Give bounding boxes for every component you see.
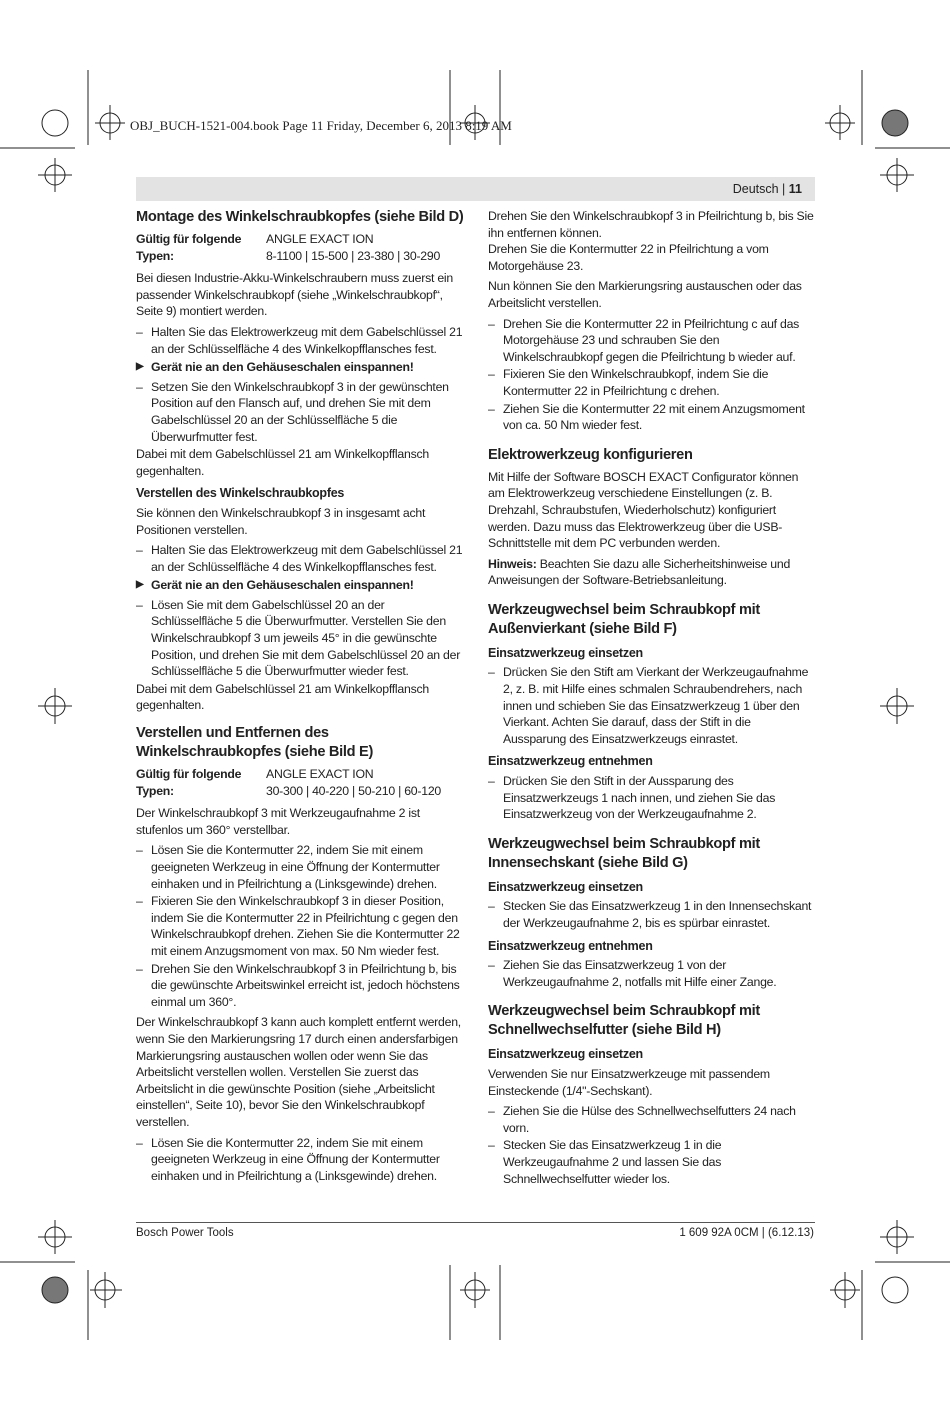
arrow-icon: ▶ xyxy=(136,361,144,373)
list-item-text: Setzen Sie den Winkelschraubkopf 3 in der gewünschten Position auf den Flansch auf, und drehen Sie mit dem Gabelschlüssel 20 an der Schlüsselfläche 5 die Überwurfmutter fest. xyxy=(151,379,449,444)
types-label: Gültig für folgende Typen: xyxy=(136,767,242,798)
dash: – xyxy=(488,774,495,789)
warning-text: Gerät nie an den Gehäuseschalen einspannen! xyxy=(151,578,414,593)
paragraph: Mit Hilfe der Software BOSCH EXACT Configurator können am Elektrowerkzeug verschiedene Einstellungen (z. B. Drehzahl, Schraubstufen, Wiederholschutz) konfiguriert werden. Dazu muss das Elektrowerkzeug über die USB-Schnittstelle mit dem PC verbunden werden. xyxy=(488,469,799,551)
dash: – xyxy=(136,597,143,612)
list-item xyxy=(488,957,816,990)
list-item-text: Ziehen Sie die Hülse des Schnellwechselfutters 24 nach vorn. xyxy=(503,1104,796,1135)
list-item xyxy=(488,401,816,434)
list-item xyxy=(136,893,466,959)
subsection-title: Einsatzwerkzeug entnehmen xyxy=(488,938,653,953)
dash: – xyxy=(136,894,143,909)
dash: – xyxy=(488,899,495,914)
arrow-icon: ▶ xyxy=(136,579,144,591)
list-item-text: Halten Sie das Elektrowerkzeug mit dem Gabelschlüssel 21 an der Schlüsselfläche 4 des Winkelkopfflansches fest. xyxy=(151,543,463,574)
list-item-text: Drehen Sie den Winkelschraubkopf 3 in Pfeilrichtung b, bis die gewünschte Arbeitswinkel erreicht ist, jedoch höchstens einmal um 360°. xyxy=(151,961,460,1009)
hint-text: Beachten Sie dazu alle Sicherheitshinweise und Anweisungen der Software-Betriebsanleitung. xyxy=(488,556,791,588)
paragraph: Verwenden Sie nur Einsatzwerkzeuge mit passendem Einsteckende (1/4"-Sechskant). xyxy=(488,1066,770,1098)
header-language: Deutsch xyxy=(732,182,779,196)
list-item-text: Lösen Sie die Kontermutter 22, indem Sie mit einem geeigneten Werkzeug in eine Öffnung der Kontermutter einhaken und in Pfeilrichtung a (Linksgewinde) drehen. xyxy=(151,1135,440,1183)
dash: – xyxy=(488,316,495,331)
list-item-continuation: Dabei mit dem Gabelschlüssel 21 am Winkelkopfflansch gegenhalten. xyxy=(136,681,429,713)
list-item xyxy=(136,842,466,892)
subsection-title: Verstellen des Winkelschraubkopfes xyxy=(136,486,345,501)
paragraph: Nun können Sie den Markierungsring austauschen oder das Arbeitslicht verstellen. xyxy=(488,279,802,310)
dash: – xyxy=(488,1104,495,1119)
list-item-text: Fixieren Sie den Winkelschraubkopf 3 in dieser Position, indem Sie die Kontermutter 22 in Pfeilrichtung c gegen den Winkelschraubkopf drehen. Ziehen Sie die Kontermutter 22 mit einem Anzugsmoment von max. 50 Nm wieder fest. xyxy=(151,894,460,958)
types-table xyxy=(136,766,466,799)
list-item-text: Drücken Sie den Stift in der Aussparung des Einsatzwerkzeugs 1 nach innen, und ziehen Sie das Einsatzwerkzeug von der Werkzeugaufnahme 2. xyxy=(503,774,776,822)
list-item-text: Drehen Sie die Kontermutter 22 in Pfeilrichtung c auf das Motorgehäuse 23 und schrauben Sie den Winkelschraubkopf gegen die Pfeilrichtung b wieder auf. xyxy=(503,316,800,364)
paragraph: Sie können den Winkelschraubkopf 3 in insgesamt acht Positionen verstellen. xyxy=(136,505,426,537)
left-column xyxy=(136,208,466,1185)
hint-label: Hinweis: xyxy=(488,556,537,571)
subsection-title: Einsatzwerkzeug einsetzen xyxy=(488,645,643,660)
list-item-text: Fixieren Sie den Winkelschraubkopf, indem Sie die Kontermutter 22 in Pfeilrichtung c drehen. xyxy=(503,367,769,398)
right-column xyxy=(488,208,816,1188)
footer-doc-number: 1 609 92A 0CM | (6.12.13) xyxy=(679,1227,814,1239)
dash: – xyxy=(136,324,143,339)
subsection-title: Einsatzwerkzeug entnehmen xyxy=(488,754,653,769)
list-item xyxy=(488,898,816,931)
warning xyxy=(136,359,466,376)
section-title: Montage des Winkelschraubkopfes (siehe Bild D) xyxy=(136,209,464,225)
list-item xyxy=(488,366,816,399)
section-title: Verstellen und Entfernen des Winkelschraubkopfes (siehe Bild E) xyxy=(136,725,374,761)
list-item xyxy=(488,1137,816,1187)
list-item-text: Stecken Sie das Einsatzwerkzeug 1 in den Innensechskant der Werkzeugaufnahme 2, bis es spürbar einrastet. xyxy=(503,899,812,930)
list-item-text: Ziehen Sie die Kontermutter 22 mit einem Anzugsmoment von ca. 50 Nm wieder fest. xyxy=(503,401,805,433)
list-item xyxy=(136,542,466,575)
page-number: 11 xyxy=(788,182,802,196)
list-item xyxy=(488,773,816,823)
types-table xyxy=(136,231,466,264)
list-item-text: Ziehen Sie das Einsatzwerkzeug 1 von der Werkzeugaufnahme 2, notfalls mit Hilfe einer Zange. xyxy=(503,958,777,989)
dash: – xyxy=(136,961,143,976)
list-item-text: Drücken Sie den Stift am Vierkant der Werkzeugaufnahme 2, z. B. mit Hilfe eines schmalen Schraubendrehers, nach innen und schieben Sie das Einsatzwerkzeug 1 über den Vierkant. Achten Sie darauf, dass der Stift in die Aussparung des Einsatzwerkzeugs einrastet. xyxy=(503,665,809,746)
types-model: ANGLE EXACT ION xyxy=(266,232,374,246)
page-header xyxy=(733,182,802,196)
list-item xyxy=(136,961,466,1011)
subsection-title: Einsatzwerkzeug einsetzen xyxy=(488,879,643,894)
dash: – xyxy=(136,843,143,858)
list-item xyxy=(136,1135,466,1185)
section-title: Elektrowerkzeug konfigurieren xyxy=(488,446,693,463)
footer-rule xyxy=(136,1222,815,1223)
print-header: OBJ_BUCH-1521-004.book Page 11 Friday, December 6, 2013 8:19 AM xyxy=(130,118,512,133)
list-item-text: Stecken Sie das Einsatzwerkzeug 1 in die Werkzeugaufnahme 2 und lassen Sie das Schnellwechselfutter wieder los. xyxy=(503,1138,722,1186)
footer-brand: Bosch Power Tools xyxy=(136,1227,234,1239)
dash: – xyxy=(488,367,495,382)
types-label: Gültig für folgende Typen: xyxy=(136,232,242,263)
list-item xyxy=(136,379,466,445)
page-header-band xyxy=(136,177,815,201)
types-values-cell xyxy=(266,766,466,799)
list-item xyxy=(136,324,466,357)
warning-text: Gerät nie an den Gehäuseschalen einspannen! xyxy=(151,360,414,375)
paragraph: Der Winkelschraubkopf 3 kann auch komplett entfernt werden, wenn Sie den Markierungsring 17 durch einen andersfarbigen Markierungsring austauschen wollen oder wenn Sie das Arbeitslicht verstellen wollen. Verstellen Sie zuerst das Arbeitslicht in die gewünschte Position (siehe „Arbeitslicht einstellen“, Seite 10), bevor Sie den Winkelschraubkopf verstellen. xyxy=(136,1015,461,1129)
section-title: Werkzeugwechsel beim Schraubkopf mit Außenvierkant (siehe Bild F) xyxy=(488,601,760,637)
list-item-continuation: Drehen Sie den Winkelschraubkopf 3 in Pfeilrichtung b, bis Sie ihn entfernen können. xyxy=(488,209,814,240)
dash: – xyxy=(488,401,495,416)
dash: – xyxy=(488,1138,495,1153)
list-item-continuation: Dabei mit dem Gabelschlüssel 21 am Winkelkopfflansch gegenhalten. xyxy=(136,447,429,478)
types-values-cell xyxy=(266,231,466,264)
dash: – xyxy=(136,1135,143,1150)
list-item-text: Halten Sie das Elektrowerkzeug mit dem Gabelschlüssel 21 an der Schlüsselfläche 4 des Winkelkopfflansches fest. xyxy=(151,324,463,356)
types-values: 30-300 | 40-220 | 50-210 | 60-120 xyxy=(266,783,441,798)
section-title: Werkzeugwechsel beim Schraubkopf mit Schnellwechselfutter (siehe Bild H) xyxy=(488,1003,760,1039)
list-item-continuation: Drehen Sie die Kontermutter 22 in Pfeilrichtung a vom Motorgehäuse 23. xyxy=(488,242,769,273)
warning xyxy=(136,577,466,594)
dash: – xyxy=(488,958,495,973)
list-item xyxy=(488,664,816,747)
paragraph: Der Winkelschraubkopf 3 mit Werkzeugaufnahme 2 ist stufenlos um 360° verstellbar. xyxy=(136,806,420,837)
dash: – xyxy=(136,379,143,394)
subsection-title: Einsatzwerkzeug einsetzen xyxy=(488,1047,643,1062)
section-title: Werkzeugwechsel beim Schraubkopf mit Innensechskant (siehe Bild G) xyxy=(488,835,760,871)
list-item xyxy=(136,597,466,680)
list-item-text: Lösen Sie die Kontermutter 22, indem Sie mit einem geeigneten Werkzeug in eine Öffnung der Kontermutter einhaken und in Pfeilrichtung a (Linksgewinde) drehen. xyxy=(151,843,440,891)
header-separator: | xyxy=(778,182,789,196)
list-item xyxy=(488,1103,816,1136)
dash: – xyxy=(136,543,143,558)
list-item-text: Lösen Sie mit dem Gabelschlüssel 20 an der Schlüsselfläche 5 die Überwurfmutter. Verstellen Sie den Winkelschraubkopf 3 um jeweils 45° in die gewünschte Position, und drehen Sie mit dem Gabelschlüssel 20 an der Schlüsselfläche 5 die Überwurfmutter wieder fest. xyxy=(151,597,461,679)
dash: – xyxy=(488,665,495,680)
list-item xyxy=(488,316,816,366)
types-model: ANGLE EXACT ION xyxy=(266,767,374,782)
paragraph: Bei diesen Industrie-Akku-Winkelschraubern muss zuerst ein passender Winkelschraubkopf (siehe „Winkelschraubkopf“, Seite 9) montiert werden. xyxy=(136,271,453,319)
types-values: 8-1100 | 15-500 | 23-380 | 30-290 xyxy=(266,248,441,263)
hint-paragraph xyxy=(488,556,816,589)
